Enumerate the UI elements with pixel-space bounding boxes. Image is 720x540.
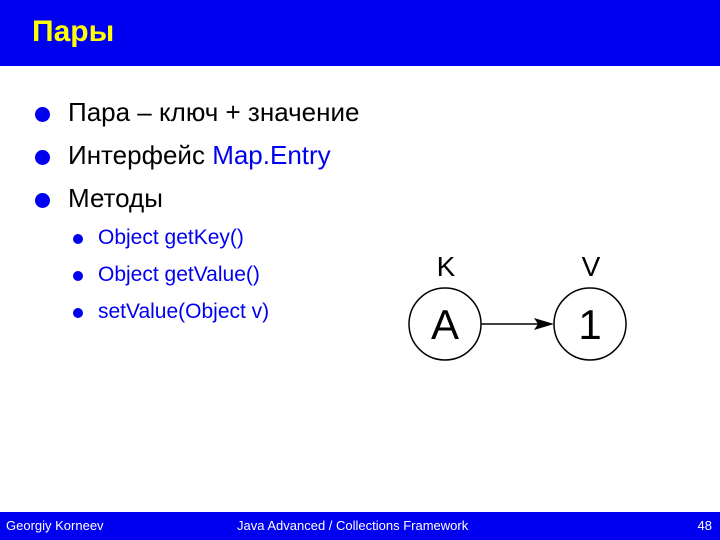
sub-bullet-text: setValue(Object v)	[98, 300, 270, 323]
bullet-text	[68, 140, 331, 170]
sub-bullet-dot-icon	[73, 308, 83, 318]
footer-bar	[0, 512, 720, 540]
bullet-text: Методы	[68, 183, 163, 213]
bullet-dot-icon	[35, 150, 50, 165]
sub-bullet-text: Object getKey()	[98, 226, 244, 249]
sub-bullet-dot-icon	[73, 271, 83, 281]
slide-title: Пары	[32, 15, 115, 48]
bullet-dot-icon	[35, 107, 50, 122]
footer-author: Georgiy Korneev	[6, 518, 104, 533]
sub-bullet-text: Object getValue()	[98, 263, 260, 286]
bullet-dot-icon	[35, 193, 50, 208]
sub-bullet-dot-icon	[73, 234, 83, 244]
key-node-label: A	[430, 301, 460, 348]
footer-page-number: 48	[697, 518, 712, 533]
bullet-text: Пара – ключ + значение	[68, 97, 360, 127]
key-label: K	[436, 251, 456, 282]
bullet-prefix: Интерфейс	[68, 140, 213, 170]
value-node-label: 1	[578, 301, 602, 348]
bullet-code: Map.Entry	[212, 140, 331, 170]
key-value-diagram	[400, 240, 640, 370]
footer-course: Java Advanced / Collections Framework	[237, 518, 469, 533]
value-label: V	[581, 251, 601, 282]
